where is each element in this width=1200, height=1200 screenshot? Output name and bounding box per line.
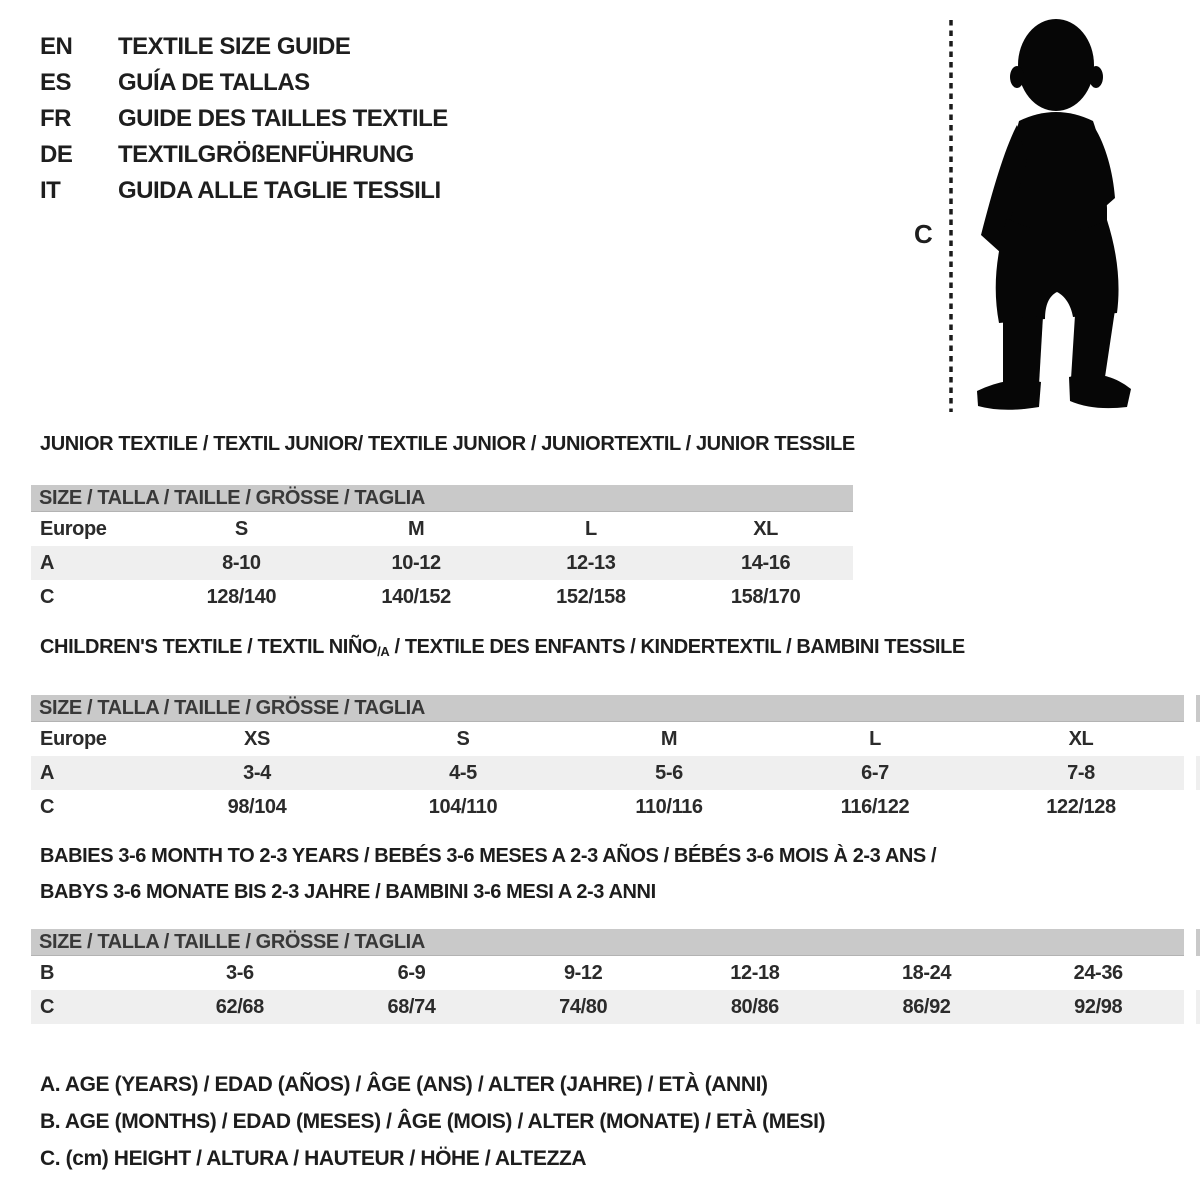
row-label: B [40, 962, 55, 984]
size-table-header: SIZE / TALLA / TAILLE / GRÖSSE / TAGLIA [31, 929, 1184, 956]
section-title-text: BABYS 3-6 MONATE BIS 2-3 JAHRE / BAMBINI 3-6 MESI A 2-3 ANNI [40, 881, 656, 903]
size-cell: 14-16 [741, 552, 791, 574]
size-table-header: SIZE / TALLA / TAILLE / GRÖSSE / TAGLIA [31, 485, 853, 512]
table-row [31, 790, 1184, 824]
row-label: Europe [40, 518, 107, 540]
table-row [31, 580, 853, 614]
table-row [31, 956, 1184, 990]
size-cell: 10-12 [391, 552, 441, 574]
language-label: GUIDE DES TAILLES TEXTILE [118, 105, 448, 132]
size-cell: L [869, 728, 881, 750]
size-cell: 74/80 [559, 996, 608, 1018]
size-cell: 140/152 [381, 586, 451, 608]
section-junior-textile [31, 432, 853, 617]
size-cell: 18-24 [901, 962, 952, 984]
language-label: GUÍA DE TALLAS [118, 69, 310, 96]
section-title [40, 635, 965, 660]
table-right-edge-fragment [1196, 929, 1200, 956]
language-code: DE [40, 141, 73, 168]
table-right-edge-fragment [1196, 990, 1200, 1024]
figure-height-label: C [914, 219, 933, 249]
size-cell: 68/74 [387, 996, 436, 1018]
size-cell: 92/98 [1074, 996, 1123, 1018]
language-row [40, 137, 448, 173]
language-row [40, 101, 448, 137]
table-row [31, 722, 1184, 756]
size-cell: 116/122 [840, 796, 910, 818]
size-table [31, 695, 1184, 824]
size-cell: 104/110 [428, 796, 498, 818]
size-cell: 158/170 [730, 586, 801, 608]
section-title [40, 432, 855, 457]
size-cell: S [234, 518, 248, 540]
section-babies-textile [31, 844, 1184, 1026]
size-cell: S [456, 728, 470, 750]
size-cell: 110/116 [635, 796, 703, 818]
table-row [31, 990, 1184, 1024]
language-code: IT [40, 177, 61, 204]
legend-line: B. AGE (MONTHS) / EDAD (MESES) / ÂGE (MOIS) / ALTER (MONATE) / ETÀ (MESI) [40, 1110, 826, 1133]
size-cell: 9-12 [563, 962, 603, 984]
size-cell: M [660, 728, 678, 750]
language-code: FR [40, 105, 71, 132]
language-list [40, 29, 448, 209]
section-title-text: / TEXTILE DES ENFANTS / KINDERTEXTIL / BAMBINI TESSILE [389, 636, 965, 658]
size-cell: XL [1068, 728, 1094, 750]
language-row [40, 173, 448, 209]
table-row [31, 546, 853, 580]
legend-line: A. AGE (YEARS) / EDAD (AÑOS) / ÂGE (ANS) / ALTER (JAHRE) / ETÀ (ANNI) [40, 1073, 768, 1096]
row-label: C [40, 796, 55, 818]
size-cell: 98/104 [227, 796, 287, 818]
table-row [31, 756, 1184, 790]
row-label: A [40, 552, 55, 574]
section-title-text: CHILDREN'S TEXTILE / TEXTIL NIÑO [40, 636, 378, 658]
size-table [31, 485, 853, 614]
baby-figure [905, 8, 1155, 420]
size-cell: XL [753, 518, 778, 540]
size-cell: 86/92 [902, 996, 951, 1018]
size-cell: 128/140 [206, 586, 277, 608]
row-label: C [40, 996, 55, 1018]
language-row [40, 29, 448, 65]
baby-silhouette [977, 19, 1131, 410]
row-label: Europe [40, 728, 107, 750]
section-title-text: BABIES 3-6 MONTH TO 2-3 YEARS / BEBÉS 3-6 MESES A 2-3 AÑOS / BÉBÉS 3-6 MOIS À 2-3 ANS / [40, 845, 937, 867]
section-title-text: JUNIOR TEXTILE / TEXTIL JUNIOR/ TEXTILE JUNIOR / JUNIORTEXTIL / JUNIOR TESSILE [40, 433, 855, 455]
size-cell: 3-6 [225, 962, 254, 984]
section-title-line [40, 844, 936, 869]
size-cell: 24-36 [1073, 962, 1123, 984]
size-cell: 6-9 [397, 962, 426, 984]
size-cell: 5-6 [655, 762, 683, 784]
row-label: C [40, 586, 55, 608]
section-title [40, 844, 936, 916]
size-cell: 62/68 [215, 996, 264, 1018]
size-cell: 152/158 [556, 586, 626, 608]
legend [40, 1066, 825, 1177]
row-label: A [40, 762, 55, 784]
size-cell: 8-10 [222, 552, 261, 574]
section-title-line [40, 880, 936, 905]
table-right-edge-fragment [1196, 695, 1200, 722]
legend-line: C. (cm) HEIGHT / ALTURA / HAUTEUR / HÖHE / ALTEZZA [40, 1147, 587, 1170]
language-label: TEXTILGRÖßENFÜHRUNG [118, 141, 414, 168]
language-code: ES [40, 69, 72, 96]
section-title-text: /A [377, 644, 390, 659]
table-row [31, 512, 853, 546]
language-label: TEXTILE SIZE GUIDE [118, 33, 351, 60]
size-cell: XS [244, 728, 270, 750]
size-cell: M [407, 518, 425, 540]
size-cell: 12-18 [730, 962, 780, 984]
language-label: GUIDA ALLE TAGLIE TESSILI [118, 177, 441, 204]
size-cell: L [584, 518, 597, 540]
size-cell: 122/128 [1046, 796, 1116, 818]
size-cell: 6-7 [861, 762, 889, 784]
size-table-header: SIZE / TALLA / TAILLE / GRÖSSE / TAGLIA [31, 695, 1184, 722]
size-table [31, 929, 1184, 1024]
size-cell: 12-13 [566, 552, 616, 574]
section-children-textile [31, 635, 1184, 825]
size-cell: 80/86 [730, 996, 779, 1018]
language-row [40, 65, 448, 101]
language-code: EN [40, 33, 73, 60]
size-cell: 7-8 [1067, 762, 1095, 784]
section-title-line [40, 635, 965, 660]
table-right-edge-fragment [1196, 756, 1200, 790]
size-cell: 3-4 [243, 762, 271, 784]
size-cell: 4-5 [449, 762, 477, 784]
section-title-line [40, 432, 855, 457]
